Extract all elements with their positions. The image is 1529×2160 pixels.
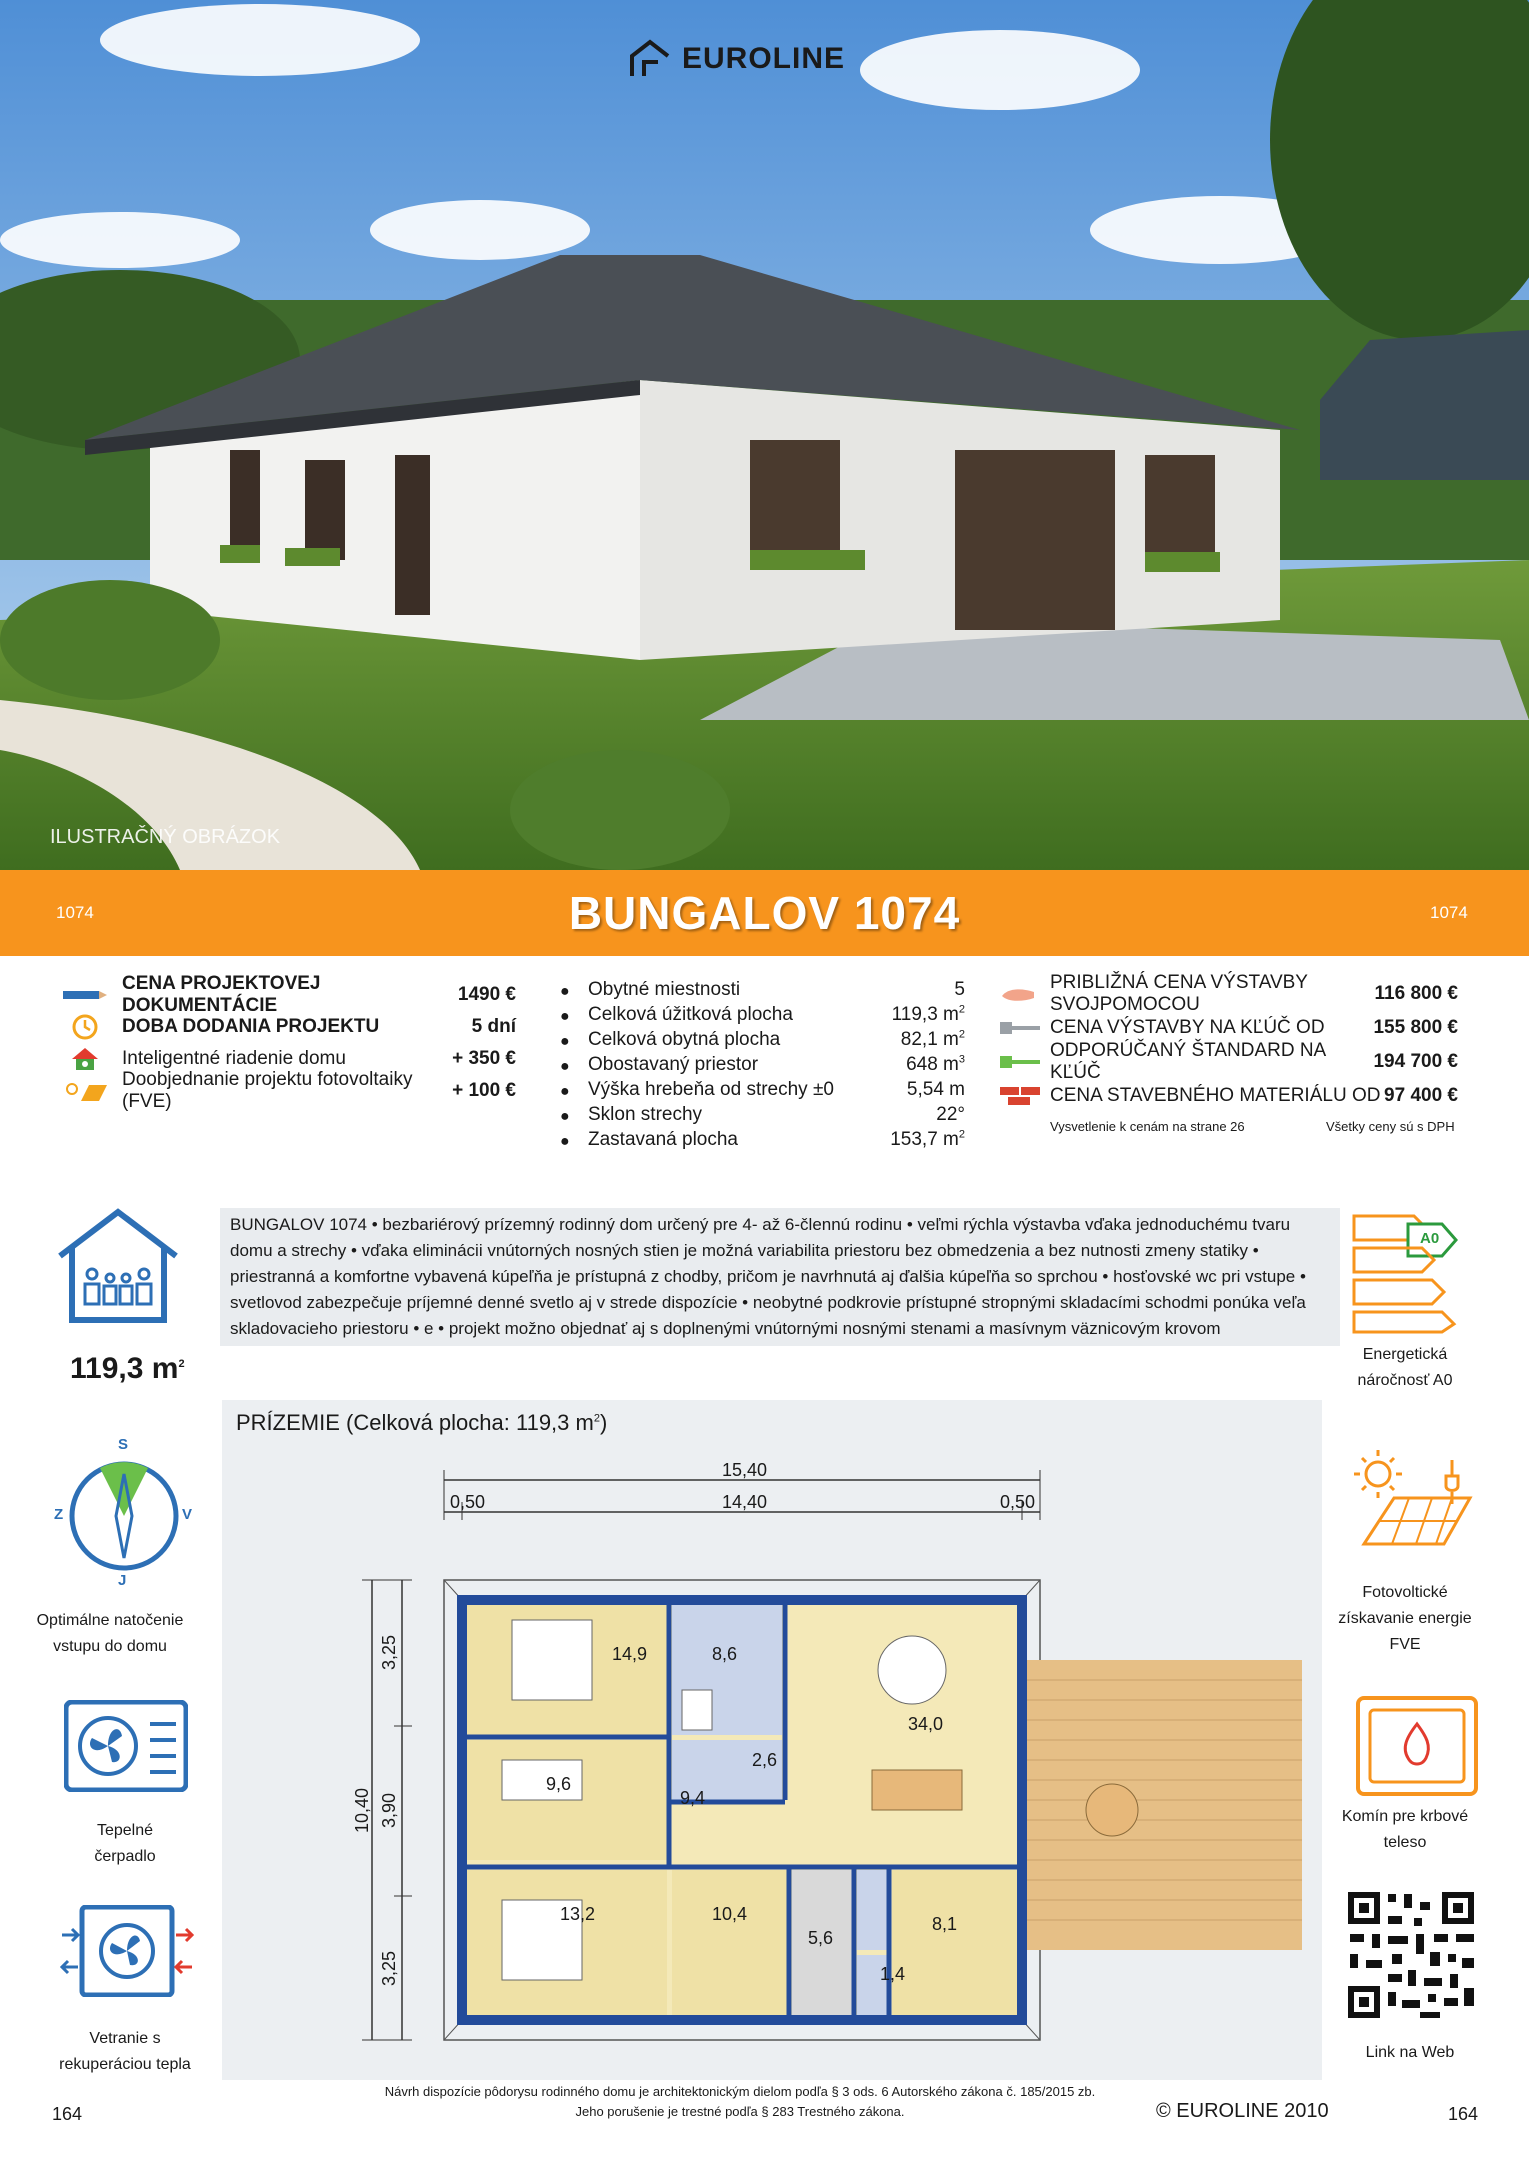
spec-value: 5 <box>954 979 965 1000</box>
room-area-label: 8,1 <box>932 1914 958 1934</box>
cost-row-self-build <box>1000 972 1458 1015</box>
spec-row: ● Celková úžitková plocha 119,3 $m^2$ <box>560 1004 965 1029</box>
smart-home-icon <box>60 1045 110 1073</box>
page-number-left: 164 <box>52 2104 83 2124</box>
room-area-label: 9,6 <box>546 1774 572 1794</box>
dimension-total-depth: 10,40 <box>352 1787 373 1834</box>
web-link-caption[interactable]: Link na Web <box>1365 2044 1455 2061</box>
key-green-icon <box>1000 1051 1042 1073</box>
brand-logo <box>628 38 845 80</box>
room-area-label: 13,2 <box>560 1904 596 1924</box>
price-label: Inteligentné riadenie domu <box>122 1048 346 1069</box>
spec-label: Výška hrebeňa od strechy ±0 <box>588 1079 834 1100</box>
spec-label: Obostavaný priestor <box>588 1054 759 1075</box>
energy-caption: Energetická náročnosť A0 <box>1357 1346 1453 1389</box>
dimension-depth-a: 3,25 <box>379 1634 400 1671</box>
spec-value: 22° <box>936 1104 965 1125</box>
spec-value: 82,1 $m^2$ <box>900 1028 965 1050</box>
room-area-label: 2,6 <box>752 1750 778 1770</box>
house-description: BUNGALOV 1074 • bezbariérový prízemný rodinný dom určený pre 4- až 6-člennú rodinu • veľmi rýchla výstavba vďaka jednoduchému tvaru domu a strechy • vďaka eliminácii vnútorných nosných stien je možná variabilita priestoru bez obmedzenia a bez nutnosti zmeny statiky • priestranná a komfortne vybavená kúpeľňa je prístupná z chodby, pričom je navrhnutá aj ďalšia kúpeľňa so sprchou • hosťovské wc pri vstupe • svetlovod zabezpečuje príjemné denné svetlo aj v strede dispozície • neobytné podkrovie prístupné stropnými skladacími schodmi ponúka veľa skladovacieho priestoru • e • projekt možno objednať aj s doplnenými vnútornými nosnými stenami a masívnym väznicovým krovom <box>220 1208 1340 1346</box>
cost-label: PRIBLIŽNÁ CENA VÝSTAVBY SVOJPOMOCOU <box>1050 972 1308 1015</box>
price-row-delivery <box>60 1011 516 1043</box>
spec-row: ● Celková obytná plocha 82,1 $m^2$ <box>560 1029 965 1054</box>
cost-value: 116 800 € <box>1374 983 1458 1004</box>
spec-label: Obytné miestnosti <box>588 979 741 1000</box>
dimension-total-width: 15,40 <box>722 1460 768 1480</box>
spec-row: ● Zastavaná plocha 153,7 $m^2$ <box>560 1129 965 1154</box>
price-label: CENA PROJEKTOVEJ DOKUMENTÁCIE <box>122 973 321 1016</box>
spec-row: ● Obostavaný priestor 648 $m^3$ <box>560 1054 965 1079</box>
total-area: 119,3 $m^2$ <box>70 1352 185 1385</box>
copyright-line-2: Jeho porušenie je trestné podľa § 283 Trestného zákona. <box>575 2104 905 2119</box>
recuperation-icon <box>60 1905 194 2002</box>
dimension-right-overhang: 0,50 <box>1000 1492 1036 1512</box>
key-grey-icon <box>1000 1017 1042 1039</box>
fireplace-icon <box>1356 1696 1478 1801</box>
orientation-caption: Optimálne natočenie vstupu do domu <box>36 1612 184 1655</box>
room-area-label: 34,0 <box>908 1714 944 1734</box>
compass-south: S <box>118 1436 129 1453</box>
room-area-label: 14,9 <box>612 1644 648 1664</box>
room-area-label: 10,4 <box>712 1904 748 1924</box>
price-label: Doobjednanie projektu fotovoltaiky (FVE) <box>122 1069 413 1112</box>
family-house-icon <box>52 1208 184 1331</box>
energy-class-icon <box>1352 1214 1462 1339</box>
project-code-right: 1074 <box>1430 903 1468 922</box>
heat-pump-icon <box>64 1700 188 1797</box>
price-row-photovoltaics <box>60 1069 516 1112</box>
spec-row: ● Výška hrebeňa od strechy ±0 5,54 m <box>560 1079 965 1104</box>
vat-note: Všetky ceny sú s DPH <box>1326 1119 1455 1134</box>
price-value: + 350 € <box>452 1048 516 1069</box>
photovoltaic-caption: Fotovoltické získavanie energie FVE <box>1338 1584 1472 1653</box>
cost-value: 97 400 € <box>1384 1085 1458 1106</box>
spec-label: Celková obytná plocha <box>588 1029 781 1050</box>
heat-pump-caption: Tepelné čerpadlo <box>94 1822 156 1865</box>
room-area-label: 8,6 <box>712 1644 738 1664</box>
room-area-label: 1,4 <box>880 1964 906 1984</box>
cost-label: ODPORÚČANÝ ŠTANDARD NA KĽÚČ <box>1050 1040 1326 1083</box>
photovoltaic-icon <box>1354 1448 1480 1553</box>
spec-value: 5,54 m <box>906 1079 965 1100</box>
spec-value: 648 $m^3$ <box>906 1053 965 1075</box>
price-value: 1490 € <box>457 984 516 1005</box>
cost-value: 155 800 € <box>1373 1017 1458 1038</box>
hand-icon <box>1000 983 1042 1005</box>
price-value: 5 dní <box>471 1016 516 1037</box>
dimension-inner-width: 14,40 <box>722 1492 768 1512</box>
spec-label: Zastavaná plocha <box>588 1129 738 1150</box>
page-title: BUNGALOV 1074 <box>568 887 961 939</box>
compass-west: Z <box>54 1506 64 1523</box>
dimension-depth-b: 3,90 <box>379 1792 400 1829</box>
house-illustration <box>0 0 1529 870</box>
house-logo-icon <box>628 38 672 80</box>
spec-row: ● Sklon strechy 22° <box>560 1104 965 1129</box>
price-row-documentation <box>60 973 516 1016</box>
illustration-caption: ILUSTRAČNÝ OBRÁZOK <box>50 826 281 848</box>
qr-code-icon[interactable] <box>1344 1888 1478 2027</box>
ventilation-caption: Vetranie s rekuperáciou tepla <box>59 2030 191 2073</box>
spec-value: 119,3 $m^2$ <box>891 1003 965 1025</box>
compass-icon <box>54 1436 194 1599</box>
room-area-label: 5,6 <box>808 1928 834 1948</box>
dimension-depth-c: 3,25 <box>379 1950 400 1987</box>
price-explanation-note: Vysvetlenie k cenám na strane 26 <box>1050 1119 1245 1134</box>
spec-label: Sklon strechy <box>588 1104 703 1125</box>
copyright-line-1: Návrh dispozície pôdorysu rodinného domu je architektonickým dielom podľa § 3 ods. 6 Autorského zákona č. 185/2015 zb. <box>384 2084 1096 2099</box>
spec-row: ● Obytné miestnosti 5 <box>560 979 965 1004</box>
price-label: DOBA DODANIA PROJEKTU <box>122 1016 380 1037</box>
cost-row-recommended <box>1000 1040 1458 1083</box>
energy-class-label: A0 <box>1420 1230 1440 1247</box>
project-code-left: 1074 <box>56 903 94 922</box>
cost-row-material <box>1000 1079 1458 1113</box>
footer-brand: © EUROLINE 2010 <box>1156 2100 1329 2122</box>
brand-name: EUROLINE <box>682 42 846 75</box>
cost-label: CENA STAVEBNÉHO MATERIÁLU OD <box>1050 1085 1381 1106</box>
solar-panel-icon <box>60 1077 110 1105</box>
bricks-icon <box>1000 1085 1042 1107</box>
room-area-label: 9,4 <box>680 1788 706 1808</box>
clock-icon <box>60 1013 110 1041</box>
spec-value: 153,7 $m^2$ <box>890 1128 965 1150</box>
spec-label: Celková úžitková plocha <box>588 1004 793 1025</box>
floor-plan-title: PRÍZEMIE (Celková plocha: 119,3 $m^2$) <box>236 1410 608 1435</box>
hero-image <box>0 0 1529 870</box>
price-value: + 100 € <box>452 1080 516 1101</box>
cost-value: 194 700 € <box>1373 1051 1458 1072</box>
cost-label: CENA VÝSTAVBY NA KĽÚČ OD <box>1050 1017 1325 1038</box>
compass-north: J <box>118 1572 127 1589</box>
pencil-icon <box>60 981 110 1009</box>
compass-east: V <box>182 1506 193 1523</box>
fireplace-caption: Komín pre krbové teleso <box>1341 1808 1469 1851</box>
page-number-right: 164 <box>1448 2104 1479 2124</box>
dimension-left-overhang: 0,50 <box>450 1492 486 1512</box>
